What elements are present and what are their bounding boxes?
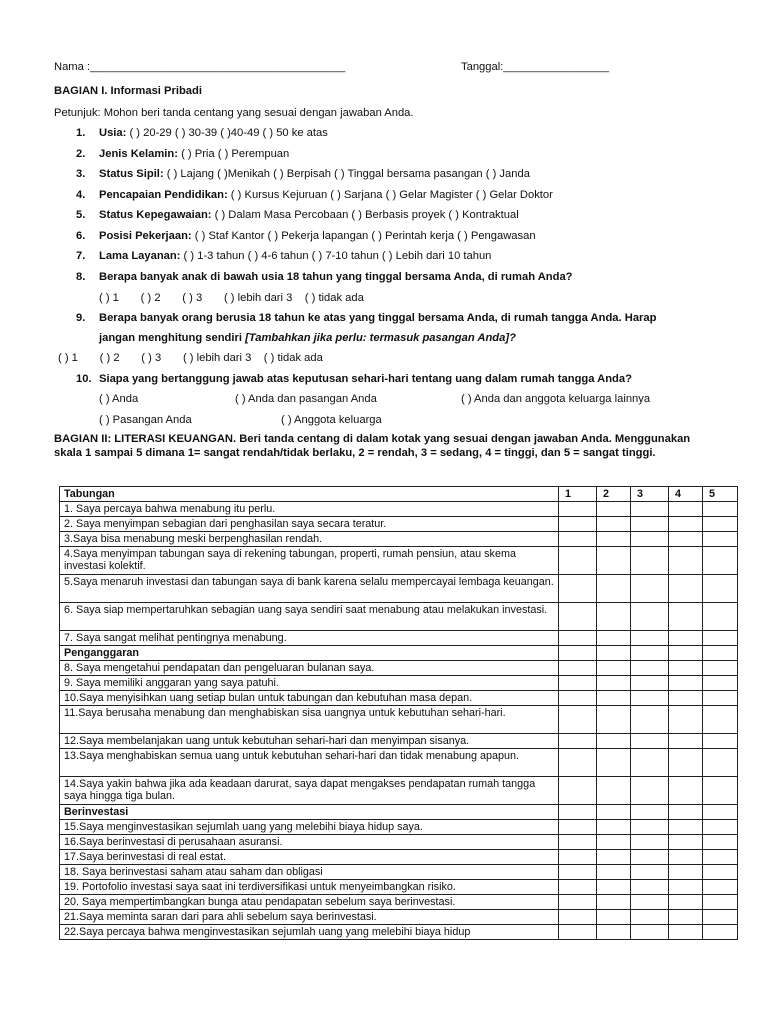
question-9-options[interactable]: ( ) 1 ( ) 2 ( ) 3 ( ) lebih dari 3 ( ) tidak ada [58, 352, 323, 364]
table-row [60, 835, 738, 850]
statement-text: 10.Saya menyisihkan uang setiap bulan untuk tabungan dan kebutuhan masa depan. [60, 691, 559, 706]
rating-cell-1[interactable] [559, 603, 597, 631]
rating-cell-2[interactable] [597, 691, 631, 706]
table-row [60, 749, 738, 777]
question-options[interactable]: ( ) 20-29 ( ) 30-39 ( )40-49 ( ) 50 ke atas [126, 127, 328, 139]
scale-header-1: 1 [559, 487, 597, 502]
rating-cell-2[interactable] [597, 880, 631, 895]
rating-cell-1[interactable] [559, 749, 597, 777]
table-row [60, 517, 738, 532]
rating-cell-4[interactable] [669, 880, 703, 895]
rating-cell-5[interactable] [703, 777, 738, 805]
question-number: 6. [76, 230, 86, 242]
question-number: 1. [76, 127, 86, 139]
question-label: Jenis Kelamin: [99, 148, 178, 160]
rating-cell-4[interactable] [669, 631, 703, 646]
question-options[interactable]: ( ) Staf Kantor ( ) Pekerja lapangan ( ) Perintah kerja ( ) Pengawasan [191, 230, 536, 242]
date-blank[interactable]: _________________ [503, 61, 610, 73]
statement-text: 1. Saya percaya bahwa menabung itu perlu. [60, 502, 559, 517]
table-row [60, 706, 738, 734]
rating-cell-2[interactable] [597, 517, 631, 532]
question-8-options[interactable]: ( ) 1 ( ) 2 ( ) 3 ( ) lebih dari 3 ( ) tidak ada [99, 292, 364, 304]
rating-cell-5[interactable] [703, 547, 738, 575]
section1-instruction: Petunjuk: Mohon beri tanda centang yang sesuai dengan jawaban Anda. [54, 107, 414, 119]
question-options[interactable]: ( ) Kursus Kejuruan ( ) Sarjana ( ) Gelar Magister ( ) Gelar Doktor [227, 189, 553, 201]
rating-cell-2 [597, 805, 631, 820]
statement-text: 16.Saya berinvestasi di perusahaan asuransi. [60, 835, 559, 850]
survey-table-body [60, 502, 738, 940]
rating-cell-5[interactable] [703, 706, 738, 734]
rating-cell-4[interactable] [669, 910, 703, 925]
table-row [60, 631, 738, 646]
rating-cell-3[interactable] [631, 777, 669, 805]
table-row [60, 910, 738, 925]
rating-cell-1[interactable] [559, 820, 597, 835]
scale-header-4: 4 [669, 487, 703, 502]
rating-cell-4[interactable] [669, 734, 703, 749]
rating-cell-3[interactable] [631, 517, 669, 532]
category-label: Penganggaran [60, 646, 559, 661]
rating-cell-1[interactable] [559, 706, 597, 734]
question-number: 8. [76, 271, 86, 283]
date-label: Tanggal: [461, 61, 504, 73]
rating-cell-2[interactable] [597, 910, 631, 925]
rating-cell-4[interactable] [669, 865, 703, 880]
category-row [60, 646, 738, 661]
statement-text: 19. Portofolio investasi saya saat ini terdiversifikasi untuk menyeimbangkan risiko. [60, 880, 559, 895]
rating-cell-2[interactable] [597, 734, 631, 749]
table-row [60, 895, 738, 910]
rating-cell-1[interactable] [559, 777, 597, 805]
rating-cell-5[interactable] [703, 631, 738, 646]
rating-cell-1[interactable] [559, 910, 597, 925]
rating-cell-5[interactable] [703, 661, 738, 676]
rating-cell-5[interactable] [703, 691, 738, 706]
question-8 [76, 270, 573, 284]
rating-cell-1[interactable] [559, 925, 597, 940]
rating-cell-5[interactable] [703, 865, 738, 880]
rating-cell-4[interactable] [669, 676, 703, 691]
table-row [60, 502, 738, 517]
rating-cell-4 [669, 646, 703, 661]
rating-cell-4[interactable] [669, 502, 703, 517]
question-number: 7. [76, 250, 86, 262]
rating-cell-1[interactable] [559, 676, 597, 691]
rating-cell-3[interactable] [631, 910, 669, 925]
rating-cell-3[interactable] [631, 749, 669, 777]
rating-cell-3[interactable] [631, 631, 669, 646]
rating-cell-1[interactable] [559, 835, 597, 850]
rating-cell-5[interactable] [703, 603, 738, 631]
category-label: Berinvestasi [60, 805, 559, 820]
rating-cell-1[interactable] [559, 691, 597, 706]
statement-text: 14.Saya yakin bahwa jika ada keadaan darurat, saya dapat mengakses pendapatan rumah tangga saya hingga tiga bulan. [60, 777, 559, 805]
rating-cell-4[interactable] [669, 575, 703, 603]
question-10-option-2[interactable]: ( ) Anda dan pasangan Anda [235, 393, 377, 405]
rating-cell-3[interactable] [631, 575, 669, 603]
scale-header-3: 3 [631, 487, 669, 502]
table-row [60, 850, 738, 865]
rating-cell-1 [559, 805, 597, 820]
question-4 [76, 188, 553, 202]
rating-cell-2[interactable] [597, 661, 631, 676]
rating-cell-3 [631, 805, 669, 820]
table-row [60, 777, 738, 805]
rating-cell-5[interactable] [703, 676, 738, 691]
rating-cell-1[interactable] [559, 631, 597, 646]
rating-cell-5[interactable] [703, 734, 738, 749]
rating-cell-1[interactable] [559, 895, 597, 910]
statement-text: 22.Saya percaya bahwa menginvestasikan sejumlah uang yang melebihi biaya hidup [60, 925, 559, 940]
question-options[interactable]: ( ) 1-3 tahun ( ) 4-6 tahun ( ) 7-10 tahun ( ) Lebih dari 10 tahun [180, 250, 492, 262]
table-header-row [60, 487, 738, 502]
question-number: 10. [76, 373, 92, 385]
question-6 [76, 229, 536, 243]
rating-cell-1[interactable] [559, 880, 597, 895]
question-10-option-1[interactable]: ( ) Anda [99, 393, 139, 405]
question-label: Siapa yang bertanggung jawab atas keputusan sehari-hari tentang uang dalam rumah tangga Anda? [99, 373, 632, 385]
rating-cell-5[interactable] [703, 532, 738, 547]
table-row [60, 880, 738, 895]
table-row [60, 691, 738, 706]
table-row [60, 603, 738, 631]
category-row [60, 805, 738, 820]
rating-cell-3[interactable] [631, 734, 669, 749]
rating-cell-2[interactable] [597, 925, 631, 940]
rating-cell-4[interactable] [669, 749, 703, 777]
rating-cell-3[interactable] [631, 850, 669, 865]
rating-cell-5[interactable] [703, 517, 738, 532]
rating-cell-4[interactable] [669, 547, 703, 575]
question-2 [76, 147, 289, 161]
statement-text: 18. Saya berinvestasi saham atau saham dan obligasi [60, 865, 559, 880]
section2-title: BAGIAN II: LITERASI KEUANGAN. Beri tanda centang di dalam kotak yang sesuai dengan jawaban Anda. Menggunakan skala 1 sampai 5 dimana 1= sangat rendah/tidak berlaku, 2 = rendah, 3 = sedang, 4 = tinggi, dan 5 = sangat tinggi. [54, 433, 691, 459]
rating-cell-3[interactable] [631, 603, 669, 631]
statement-text: 17.Saya berinvestasi di real estat. [60, 850, 559, 865]
question-10-option-3[interactable]: ( ) Anda dan anggota keluarga lainnya [461, 393, 651, 405]
name-blank[interactable]: _________________________________________ [90, 61, 346, 73]
rating-cell-3[interactable] [631, 661, 669, 676]
rating-cell-3[interactable] [631, 835, 669, 850]
rating-cell-4[interactable] [669, 706, 703, 734]
rating-cell-1[interactable] [559, 532, 597, 547]
rating-cell-4[interactable] [669, 895, 703, 910]
rating-cell-5 [703, 805, 738, 820]
question-label: Berapa banyak orang berusia 18 tahun ke atas yang tinggal bersama Anda, di rumah tangga Anda. Harap [99, 312, 657, 324]
rating-cell-4[interactable] [669, 925, 703, 940]
rating-cell-4 [669, 805, 703, 820]
rating-cell-2[interactable] [597, 850, 631, 865]
rating-cell-1[interactable] [559, 734, 597, 749]
table-row [60, 661, 738, 676]
name-label: Nama : [54, 61, 91, 73]
rating-cell-3[interactable] [631, 925, 669, 940]
question-number: 4. [76, 189, 86, 201]
rating-cell-3[interactable] [631, 676, 669, 691]
rating-cell-3[interactable] [631, 706, 669, 734]
question-options[interactable]: ( ) Pria ( ) Perempuan [177, 148, 290, 160]
question-7 [76, 249, 491, 263]
rating-cell-3[interactable] [631, 532, 669, 547]
statement-text: 12.Saya membelanjakan uang untuk kebutuhan sehari-hari dan menyimpan sisanya. [60, 734, 559, 749]
table-row [60, 865, 738, 880]
statement-text: 21.Saya meminta saran dari para ahli sebelum saya berinvestasi. [60, 910, 559, 925]
rating-cell-4[interactable] [669, 820, 703, 835]
question-9-line2-text: jangan menghitung sendiri [99, 332, 246, 344]
rating-cell-4[interactable] [669, 532, 703, 547]
question-9-line2 [99, 331, 516, 345]
rating-cell-2[interactable] [597, 547, 631, 575]
question-number: 9. [76, 312, 86, 324]
rating-cell-2[interactable] [597, 895, 631, 910]
statement-text: 2. Saya menyimpan sebagian dari penghasilan saya secara teratur. [60, 517, 559, 532]
category-header-savings: Tabungan [60, 487, 559, 502]
rating-cell-5[interactable] [703, 850, 738, 865]
question-label: Posisi Pekerjaan: [99, 230, 192, 242]
question-9 [76, 311, 656, 325]
rating-cell-5[interactable] [703, 749, 738, 777]
question-10-option-4[interactable]: ( ) Pasangan Anda [99, 414, 192, 426]
rating-cell-2[interactable] [597, 777, 631, 805]
statement-text: 11.Saya berusaha menabung dan menghabiskan sisa uangnya untuk kebutuhan sehari-hari. [60, 706, 559, 734]
rating-cell-4[interactable] [669, 835, 703, 850]
scale-header-5: 5 [703, 487, 738, 502]
rating-cell-5[interactable] [703, 925, 738, 940]
rating-cell-2[interactable] [597, 631, 631, 646]
rating-cell-2[interactable] [597, 532, 631, 547]
rating-cell-2[interactable] [597, 603, 631, 631]
rating-cell-2[interactable] [597, 820, 631, 835]
question-label: Lama Layanan: [99, 250, 181, 262]
statement-text: 9. Saya memiliki anggaran yang saya patuhi. [60, 676, 559, 691]
rating-cell-2[interactable] [597, 835, 631, 850]
rating-cell-3[interactable] [631, 895, 669, 910]
rating-cell-5[interactable] [703, 835, 738, 850]
question-number: 3. [76, 168, 86, 180]
rating-cell-1[interactable] [559, 850, 597, 865]
table-row [60, 820, 738, 835]
rating-cell-5[interactable] [703, 502, 738, 517]
rating-cell-3[interactable] [631, 547, 669, 575]
question-9-note: [Tambahkan jika perlu: termasuk pasangan Anda]? [245, 332, 516, 344]
section1-title: BAGIAN I. Informasi Pribadi [54, 85, 202, 97]
rating-cell-1[interactable] [559, 575, 597, 603]
rating-cell-2 [597, 646, 631, 661]
name-line [54, 60, 345, 74]
table-row [60, 734, 738, 749]
statement-text: 20. Saya mempertimbangkan bunga atau pendapatan sebelum saya berinvestasi. [60, 895, 559, 910]
question-3 [76, 167, 530, 181]
question-label: Berapa banyak anak di bawah usia 18 tahun yang tinggal bersama Anda, di rumah Anda? [99, 271, 573, 283]
rating-cell-5[interactable] [703, 880, 738, 895]
rating-cell-1[interactable] [559, 661, 597, 676]
rating-cell-3[interactable] [631, 502, 669, 517]
rating-cell-5[interactable] [703, 820, 738, 835]
rating-cell-1[interactable] [559, 502, 597, 517]
question-options[interactable]: ( ) Dalam Masa Percobaan ( ) Berbasis proyek ( ) Kontraktual [211, 209, 519, 221]
statement-text: 3.Saya bisa menabung meski berpenghasilan rendah. [60, 532, 559, 547]
rating-cell-4[interactable] [669, 850, 703, 865]
question-label: Pencapaian Pendidikan: [99, 189, 228, 201]
rating-cell-3[interactable] [631, 880, 669, 895]
rating-cell-2[interactable] [597, 865, 631, 880]
rating-cell-5 [703, 646, 738, 661]
rating-cell-4[interactable] [669, 661, 703, 676]
question-label: Usia: [99, 127, 127, 139]
scale-header-2: 2 [597, 487, 631, 502]
rating-cell-5[interactable] [703, 895, 738, 910]
date-line [461, 60, 609, 74]
statement-text: 15.Saya menginvestasikan sejumlah uang yang melebihi biaya hidup saya. [60, 820, 559, 835]
statement-text: 6. Saya siap mempertaruhkan sebagian uang saya sendiri saat menabung atau melakukan investasi. [60, 603, 559, 631]
question-label: Status Sipil: [99, 168, 164, 180]
table-row [60, 925, 738, 940]
statement-text: 4.Saya menyimpan tabungan saya di rekening tabungan, properti, rumah pensiun, atau skema investasi kolektif. [60, 547, 559, 575]
rating-cell-3[interactable] [631, 691, 669, 706]
rating-cell-1[interactable] [559, 547, 597, 575]
question-10-option-5[interactable]: ( ) Anggota keluarga [281, 414, 382, 426]
rating-cell-1 [559, 646, 597, 661]
statement-text: 13.Saya menghabiskan semua uang untuk kebutuhan sehari-hari dan tidak menabung apapun. [60, 749, 559, 777]
table-row [60, 532, 738, 547]
rating-cell-1[interactable] [559, 865, 597, 880]
rating-cell-4[interactable] [669, 603, 703, 631]
rating-cell-5[interactable] [703, 910, 738, 925]
rating-cell-3[interactable] [631, 820, 669, 835]
table-row [60, 547, 738, 575]
question-10 [76, 372, 632, 386]
question-label: Status Kepegawaian: [99, 209, 212, 221]
rating-cell-5[interactable] [703, 575, 738, 603]
rating-cell-1[interactable] [559, 517, 597, 532]
table-row [60, 575, 738, 603]
rating-cell-2[interactable] [597, 749, 631, 777]
statement-text: 7. Saya sangat melihat pentingnya menabung. [60, 631, 559, 646]
rating-cell-3[interactable] [631, 865, 669, 880]
survey-table [59, 486, 738, 940]
question-number: 5. [76, 209, 86, 221]
question-number: 2. [76, 148, 86, 160]
statement-text: 5.Saya menaruh investasi dan tabungan saya di bank karena selalu mempercayai lembaga keuangan. [60, 575, 559, 603]
rating-cell-4[interactable] [669, 777, 703, 805]
rating-cell-4[interactable] [669, 517, 703, 532]
question-5 [76, 208, 519, 222]
rating-cell-2[interactable] [597, 706, 631, 734]
rating-cell-2[interactable] [597, 676, 631, 691]
question-options[interactable]: ( ) Lajang ( )Menikah ( ) Berpisah ( ) Tinggal bersama pasangan ( ) Janda [163, 168, 530, 180]
rating-cell-2[interactable] [597, 575, 631, 603]
question-1 [76, 126, 328, 140]
table-row [60, 676, 738, 691]
rating-cell-4[interactable] [669, 691, 703, 706]
rating-cell-3 [631, 646, 669, 661]
rating-cell-2[interactable] [597, 502, 631, 517]
statement-text: 8. Saya mengetahui pendapatan dan pengeluaran bulanan saya. [60, 661, 559, 676]
